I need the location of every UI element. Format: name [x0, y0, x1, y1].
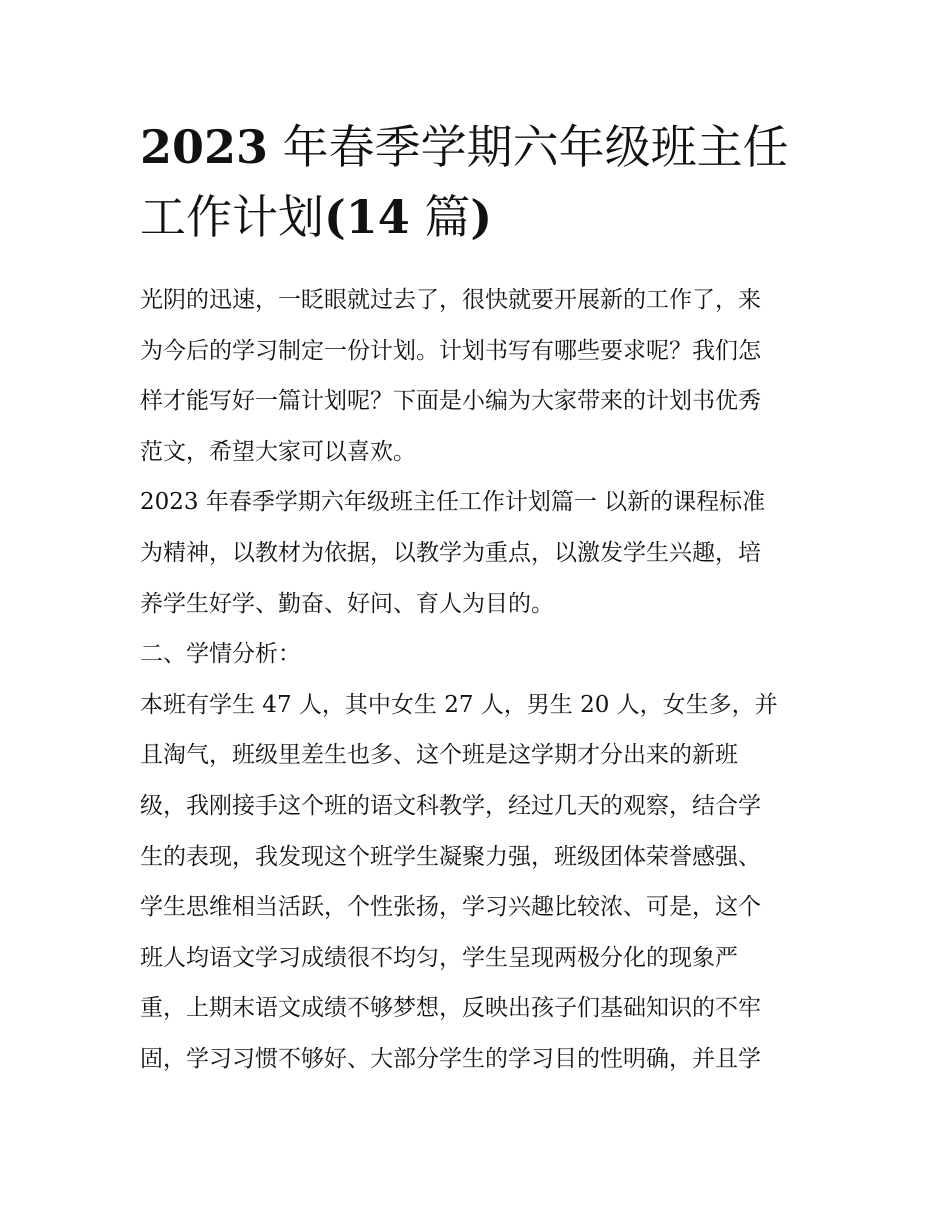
title-segment: (14: [324, 190, 410, 244]
text-line: 班人均语文学习成绩很不均匀，学生呈现两极分化的现象严: [140, 944, 738, 971]
text-line: 样才能写好一篇计划呢？下面是小编为大家带来的计划书优秀: [140, 388, 761, 415]
section-heading-analysis: [140, 629, 812, 680]
paragraph-analysis: [140, 680, 812, 1085]
text-line: 为精神，以教材为依据，以教学为重点，以激发学生兴趣，培: [140, 539, 761, 566]
text-line: 本班有学生 47 人，其中女生 27 人，男生 20 人，女生多，并: [140, 691, 778, 718]
text-line: 光阴的迅速，一眨眼就过去了，很快就要开展新的工作了，来: [140, 287, 761, 313]
paragraph-intro: [140, 275, 812, 477]
title-line-1: [140, 112, 812, 182]
text-line: 固，学习习惯不够好、大部分学生的学习目的性明确，并且学: [140, 1045, 761, 1072]
paragraph-plan-one: [140, 477, 812, 629]
title-segment: 工作计划: [140, 190, 324, 244]
text-line: 2023 年春季学期六年级班主任工作计划篇一 以新的课程标准: [140, 489, 766, 516]
title-segment: 篇: [409, 190, 471, 244]
title-segment: ): [470, 190, 493, 244]
text-line: 二、学情分析：: [140, 641, 301, 668]
text-line: 为今后的学习制定一份计划。计划书写有哪些要求呢？我们怎: [140, 337, 761, 364]
text-line: 学生思维相当活跃，个性张扬，学习兴趣比较浓、可是，这个: [140, 894, 761, 921]
text-line: 范文，希望大家可以喜欢。: [140, 438, 416, 465]
text-line: 养学生好学、勤奋、好问、育人为目的。: [140, 590, 554, 617]
document-body: [140, 112, 812, 1085]
title-spacing: [140, 252, 812, 275]
title-line-2: [140, 182, 812, 252]
document-title: [140, 112, 812, 252]
title-segment: 年春季学期六年级班主任: [268, 120, 789, 174]
text-line: 且淘气，班级里差生也多、这个班是这学期才分出来的新班: [140, 742, 738, 769]
text-line: 重，上期末语文成绩不够梦想，反映出孩子们基础知识的不牢: [140, 995, 761, 1022]
text-line: 级，我刚接手这个班的语文科教学，经过几天的观察，结合学: [140, 792, 761, 819]
text-line: 生的表现，我发现这个班学生凝聚力强，班级团体荣誉感强、: [140, 843, 761, 870]
title-segment: 2023: [140, 120, 269, 174]
